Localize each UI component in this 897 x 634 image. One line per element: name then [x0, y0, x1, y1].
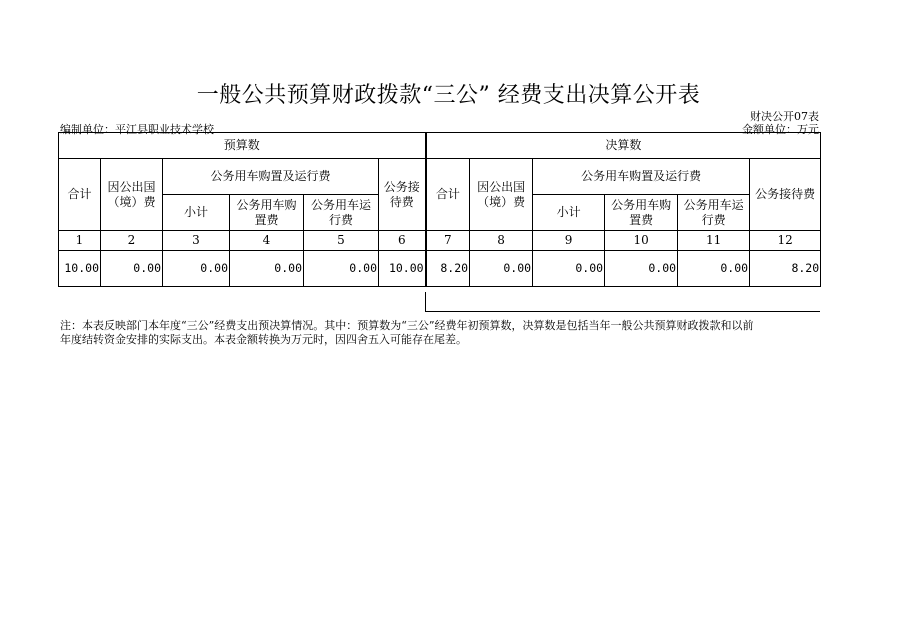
col-number: 2 — [101, 231, 163, 251]
value-cell: 8.20 — [750, 251, 821, 287]
value-cell: 0.00 — [533, 251, 605, 287]
col-number: 10 — [605, 231, 678, 251]
final-vehicle-run-header: 公务用车运行费 — [678, 195, 750, 231]
value-cell: 10.00 — [59, 251, 101, 287]
value-cell: 0.00 — [230, 251, 304, 287]
blank-row-area — [425, 292, 820, 312]
col-number: 12 — [750, 231, 821, 251]
col-number: 7 — [426, 231, 470, 251]
final-vehicle-purchase-header: 公务用车购置费 — [605, 195, 678, 231]
final-header: 决算数 — [426, 133, 821, 159]
value-cell: 0.00 — [678, 251, 750, 287]
col-number: 6 — [379, 231, 426, 251]
budget-abroad-header: 因公出国（境）费 — [101, 159, 163, 231]
col-number: 5 — [304, 231, 379, 251]
value-cell: 8.20 — [426, 251, 470, 287]
page-title: 一般公共预算财政拨款“三公” 经费支出决算公开表 — [196, 83, 701, 108]
budget-vehicle-run-header: 公务用车运行费 — [304, 195, 379, 231]
value-cell: 0.00 — [163, 251, 230, 287]
budget-header: 预算数 — [59, 133, 426, 159]
value-cell: 0.00 — [470, 251, 533, 287]
three-public-expense-table — [58, 132, 821, 287]
budget-reception-header: 公务接待费 — [379, 159, 426, 231]
col-number: 9 — [533, 231, 605, 251]
footnote: 注：本表反映部门本年度“三公”经费支出预决算情况。其中：预算数为“三公”经费年初预算数，决算数是包括当年一般公共预算财政拨款和以前年度结转资金安排的实际支出。本表金额转换为万元时，因四舍五入可能存在尾差。 — [60, 319, 754, 346]
unit-label: 金额单位：万元 — [742, 123, 819, 136]
value-cell: 0.00 — [101, 251, 163, 287]
budget-total-header: 合计 — [59, 159, 101, 231]
final-reception-header: 公务接待费 — [750, 159, 821, 231]
budget-vehicle-purchase-header: 公务用车购置费 — [230, 195, 304, 231]
value-cell: 0.00 — [304, 251, 379, 287]
col-number: 3 — [163, 231, 230, 251]
col-number: 8 — [470, 231, 533, 251]
form-code: 财决公开07表 — [750, 110, 819, 123]
col-number: 1 — [59, 231, 101, 251]
budget-subtotal-header: 小计 — [163, 195, 230, 231]
final-vehicle-group-header: 公务用车购置及运行费 — [533, 159, 750, 195]
org-label: 编制单位：平江县职业技术学校 — [60, 123, 214, 136]
budget-vehicle-group-header: 公务用车购置及运行费 — [163, 159, 379, 195]
value-cell: 0.00 — [605, 251, 678, 287]
final-total-header: 合计 — [426, 159, 470, 231]
value-cell: 10.00 — [379, 251, 426, 287]
col-number: 11 — [678, 231, 750, 251]
final-abroad-header: 因公出国（境）费 — [470, 159, 533, 231]
final-subtotal-header: 小计 — [533, 195, 605, 231]
col-number: 4 — [230, 231, 304, 251]
